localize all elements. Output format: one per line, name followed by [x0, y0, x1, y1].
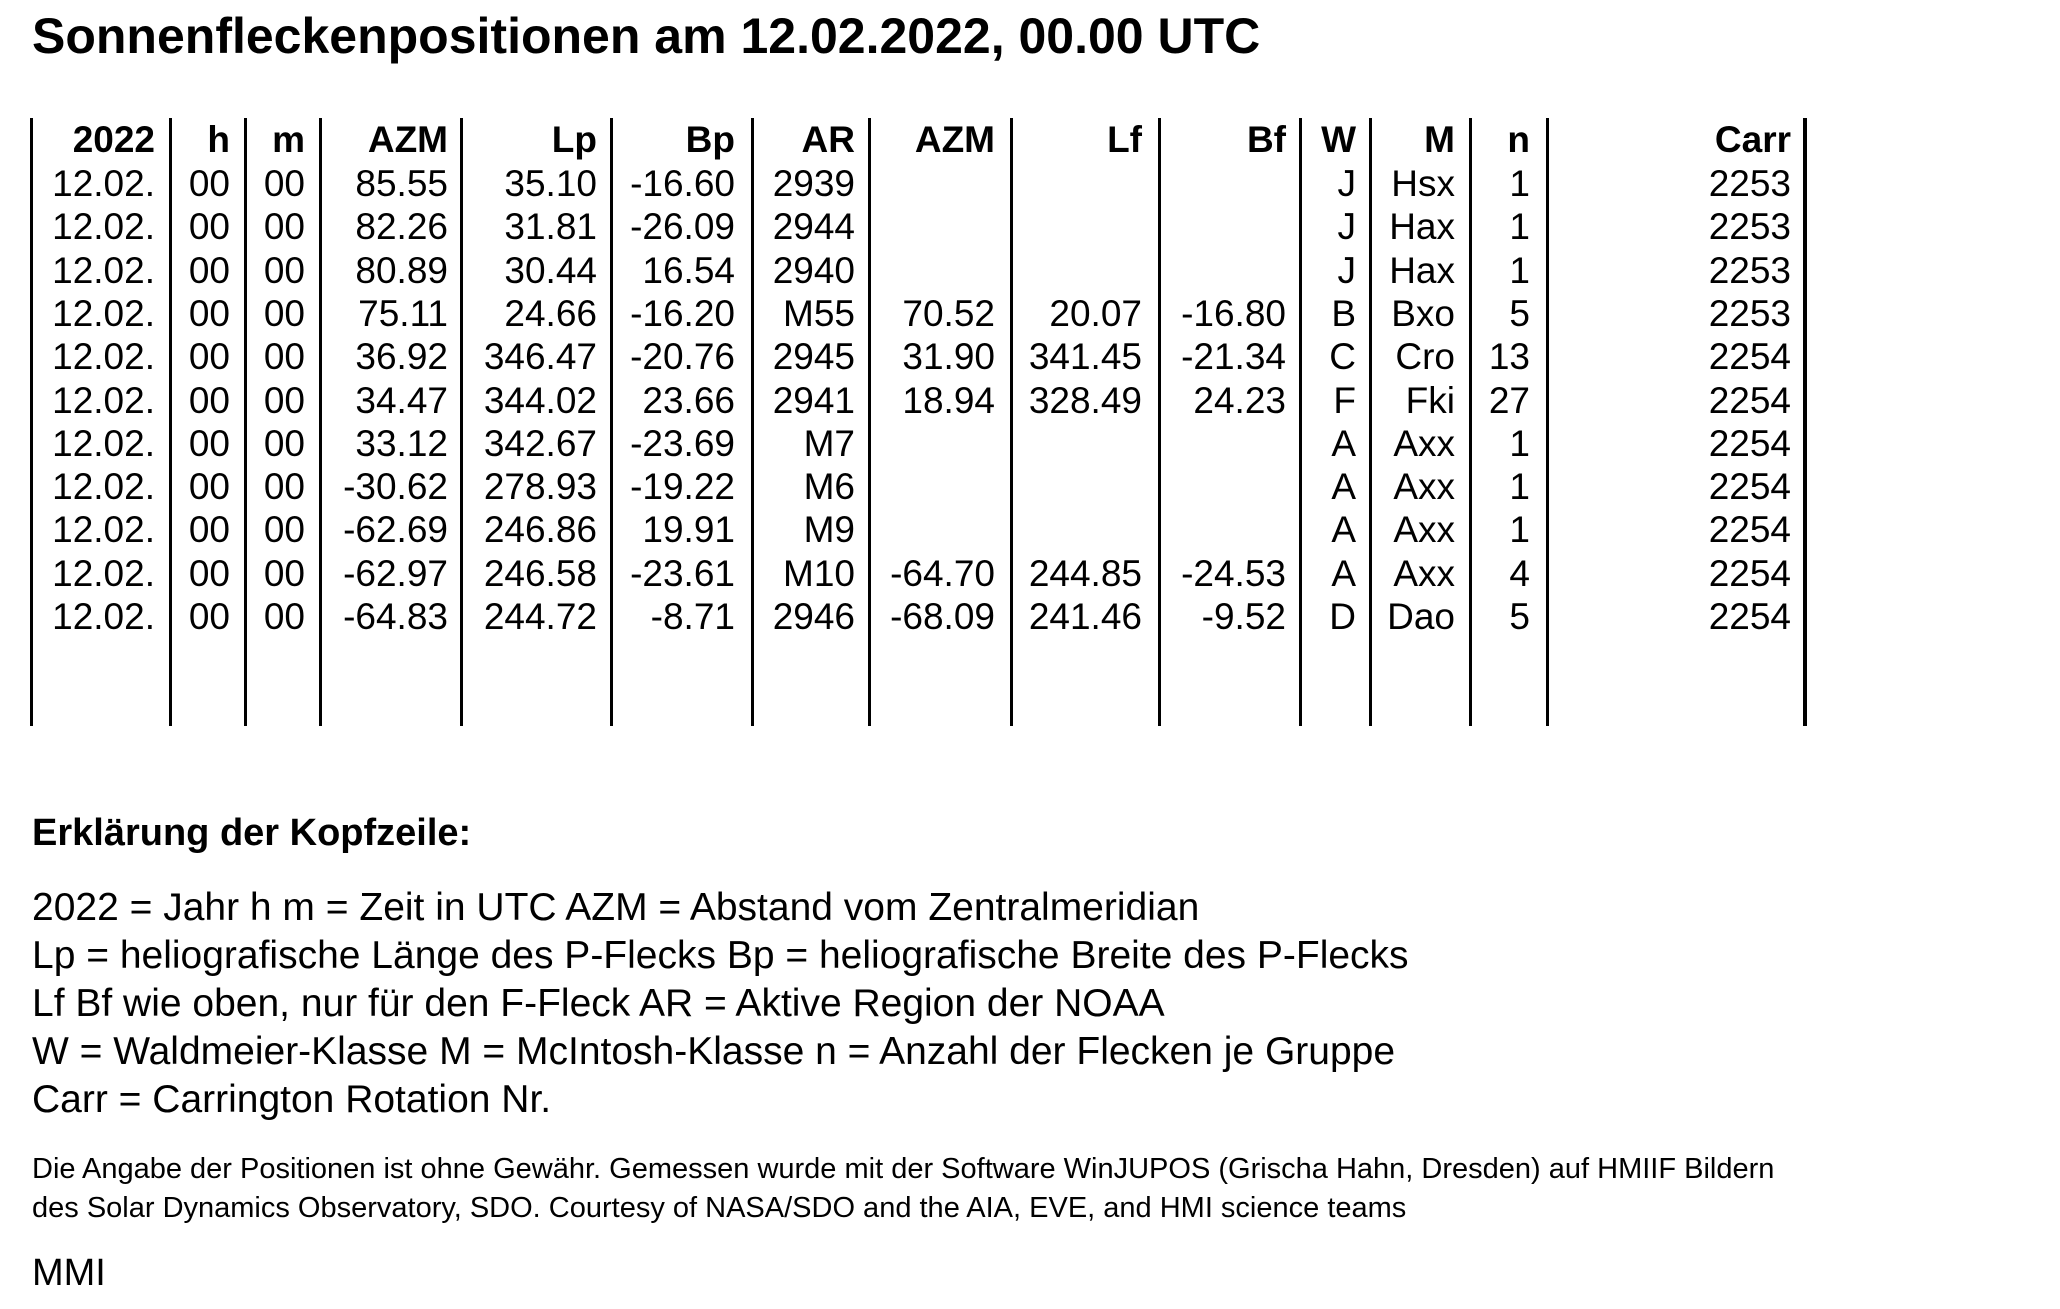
cell-ar: M9: [803, 509, 855, 551]
cell-ar: 2941: [772, 379, 855, 421]
cell-carrington: 2254: [1708, 466, 1791, 508]
cell-waldmeier: J: [1337, 163, 1356, 204]
cell-azm-p: 34.47: [355, 379, 448, 421]
cell-carrington: 2254: [1708, 596, 1791, 637]
cell-waldmeier: A: [1331, 552, 1356, 594]
cell-minute: 00: [263, 336, 305, 378]
cell-waldmeier: J: [1337, 249, 1356, 291]
cell-minute: 00: [263, 379, 305, 421]
cell-mcintosh: Dao: [1387, 596, 1455, 637]
cell-minute: 00: [263, 249, 305, 291]
cell-waldmeier: D: [1329, 596, 1356, 637]
explanation-heading: Erklärung der Kopfzeile:: [32, 812, 472, 854]
cell-mcintosh: Fki: [1405, 379, 1455, 421]
table-row: [30, 465, 1810, 508]
cell-azm-p: -62.69: [343, 509, 448, 551]
cell-azm-p: 36.92: [355, 336, 448, 378]
cell-hour: 00: [188, 379, 230, 421]
cell-hour: 00: [188, 249, 230, 291]
cell-bp: -19.22: [630, 466, 735, 508]
cell-date: 12.02.: [52, 422, 155, 464]
cell-bf: -16.80: [1181, 292, 1286, 334]
cell-date: 12.02.: [52, 336, 155, 378]
cell-lp: 278.93: [483, 466, 597, 508]
cell-ar: M7: [803, 422, 855, 464]
header-lf: Lf: [1107, 119, 1142, 160]
cell-count: 1: [1509, 422, 1530, 464]
cell-lf: 20.07: [1049, 292, 1142, 334]
explanation-line: W = Waldmeier-Klasse M = McIntosh-Klasse n = Anzahl der Flecken je Gruppe: [32, 1030, 1396, 1073]
cell-mcintosh: Hax: [1389, 206, 1455, 248]
cell-ar: 2945: [772, 336, 855, 378]
cell-lf: 244.85: [1028, 552, 1142, 594]
cell-date: 12.02.: [52, 206, 155, 248]
table-row: [30, 335, 1810, 378]
sunspot-table: [30, 118, 1810, 726]
cell-mcintosh: Axx: [1393, 552, 1455, 594]
cell-azm-p: 82.26: [355, 206, 448, 248]
header-mcintosh: M: [1424, 119, 1455, 160]
cell-bp: -8.71: [650, 596, 735, 637]
header-azm-f: AZM: [914, 119, 995, 160]
cell-lf: 328.49: [1028, 379, 1142, 421]
cell-mcintosh: Hsx: [1391, 163, 1455, 204]
cell-lp: 30.44: [504, 249, 597, 291]
header-bp: Bp: [685, 119, 735, 160]
cell-count: 13: [1488, 336, 1530, 378]
cell-mcintosh: Axx: [1393, 422, 1455, 464]
table-row: [30, 162, 1810, 205]
explanation-line: Carr = Carrington Rotation Nr.: [32, 1078, 552, 1121]
cell-bp: -26.09: [630, 206, 735, 248]
cell-mcintosh: Axx: [1393, 466, 1455, 508]
cell-ar: M10: [783, 552, 855, 594]
cell-azm-p: 80.89: [355, 249, 448, 291]
cell-ar: M6: [803, 466, 855, 508]
table-header-row: [30, 118, 1810, 161]
cell-lp: 244.72: [483, 596, 597, 637]
cell-ar: 2944: [772, 206, 855, 248]
cell-minute: 00: [263, 466, 305, 508]
cell-bp: 16.54: [642, 249, 735, 291]
cell-count: 27: [1488, 379, 1530, 421]
cell-date: 12.02.: [52, 552, 155, 594]
cell-hour: 00: [188, 163, 230, 204]
cell-lp: 342.67: [483, 422, 597, 464]
cell-bp: 19.91: [642, 509, 735, 551]
header-minute: m: [272, 119, 305, 160]
cell-carrington: 2254: [1708, 379, 1791, 421]
cell-lp: 246.86: [483, 509, 597, 551]
cell-ar: 2940: [772, 249, 855, 291]
cell-lp: 31.81: [504, 206, 597, 248]
cell-minute: 00: [263, 509, 305, 551]
cell-carrington: 2254: [1708, 552, 1791, 594]
cell-lp: 346.47: [483, 336, 597, 378]
cell-ar: M55: [783, 292, 855, 334]
cell-lp: 35.10: [504, 163, 597, 204]
cell-waldmeier: A: [1331, 466, 1356, 508]
cell-count: 4: [1509, 552, 1530, 594]
disclaimer: [32, 1150, 1774, 1228]
cell-date: 12.02.: [52, 163, 155, 204]
cell-waldmeier: C: [1329, 336, 1356, 378]
table-row: [30, 205, 1810, 248]
cell-minute: 00: [263, 163, 305, 204]
cell-azm-f: 70.52: [902, 292, 995, 334]
cell-azm-p: -64.83: [343, 596, 448, 637]
cell-lf: 241.46: [1028, 596, 1142, 637]
cell-carrington: 2254: [1708, 509, 1791, 551]
cell-lf: 341.45: [1028, 336, 1142, 378]
header-azm-p: AZM: [367, 119, 448, 160]
cell-hour: 00: [188, 596, 230, 637]
cell-count: 1: [1509, 163, 1530, 204]
table-row: [30, 249, 1810, 292]
cell-count: 1: [1509, 249, 1530, 291]
cell-azm-p: 75.11: [358, 292, 448, 334]
explanation-line: 2022 = Jahr h m = Zeit in UTC AZM = Abstand vom Zentralmeridian: [32, 886, 1200, 929]
cell-waldmeier: A: [1331, 509, 1356, 551]
cell-azm-f: 31.90: [902, 336, 995, 378]
cell-lp: 344.02: [483, 379, 597, 421]
cell-mcintosh: Cro: [1395, 336, 1455, 378]
cell-carrington: 2253: [1708, 292, 1791, 334]
cell-waldmeier: J: [1337, 206, 1356, 248]
cell-waldmeier: B: [1331, 292, 1356, 334]
header-waldmeier: W: [1321, 119, 1356, 160]
explanation-line: Lp = heliografische Länge des P-Flecks Bp = heliografische Breite des P-Flecks: [32, 934, 1409, 977]
cell-mcintosh: Bxo: [1391, 292, 1455, 334]
cell-minute: 00: [263, 422, 305, 464]
header-ar: AR: [801, 119, 855, 160]
cell-bp: -23.69: [630, 422, 735, 464]
disclaimer-line: Die Angabe der Positionen ist ohne Gewähr. Gemessen wurde mit der Software WinJUPOS (Grischa Hahn, Dresden) auf HMIIF Bildern: [32, 1153, 1775, 1185]
cell-count: 1: [1509, 466, 1530, 508]
cell-carrington: 2254: [1708, 422, 1791, 464]
cell-waldmeier: F: [1333, 379, 1356, 421]
cell-minute: 00: [263, 206, 305, 248]
cell-hour: 00: [188, 552, 230, 594]
cell-count: 1: [1509, 509, 1530, 551]
cell-ar: 2939: [772, 163, 855, 204]
table-row: [30, 422, 1810, 465]
cell-lp: 246.58: [483, 552, 597, 594]
disclaimer-line: des Solar Dynamics Observatory, SDO. Courtesy of NASA/SDO and the AIA, EVE, and HMI science teams: [32, 1192, 1407, 1224]
author-signature: MMI: [32, 1252, 106, 1294]
cell-bf: -9.52: [1201, 596, 1286, 637]
cell-mcintosh: Hax: [1389, 249, 1455, 291]
cell-carrington: 2253: [1708, 249, 1791, 291]
cell-mcintosh: Axx: [1393, 509, 1455, 551]
header-carrington: Carr: [1714, 119, 1791, 160]
cell-ar: 2946: [772, 596, 855, 637]
cell-carrington: 2254: [1708, 336, 1791, 378]
cell-lp: 24.66: [504, 292, 597, 334]
cell-azm-f: -64.70: [890, 552, 995, 594]
cell-minute: 00: [263, 596, 305, 637]
table-row: [30, 508, 1810, 551]
cell-hour: 00: [188, 292, 230, 334]
cell-date: 12.02.: [52, 249, 155, 291]
cell-bf: -21.34: [1181, 336, 1286, 378]
cell-hour: 00: [188, 206, 230, 248]
cell-bf: -24.53: [1181, 552, 1286, 594]
table-row: [30, 292, 1810, 335]
header-date: 2022: [72, 119, 155, 160]
cell-bp: -16.60: [630, 163, 735, 204]
explanation-lines: [32, 884, 1409, 1124]
table-row: [30, 379, 1810, 422]
cell-azm-p: -62.97: [343, 552, 448, 594]
header-hour: h: [207, 119, 230, 160]
cell-azm-p: 85.55: [355, 163, 448, 204]
cell-carrington: 2253: [1708, 206, 1791, 248]
cell-date: 12.02.: [52, 466, 155, 508]
cell-hour: 00: [188, 336, 230, 378]
cell-bp: -20.76: [630, 336, 735, 378]
cell-date: 12.02.: [52, 292, 155, 334]
cell-bp: 23.66: [642, 379, 735, 421]
cell-hour: 00: [188, 509, 230, 551]
table-row: [30, 595, 1810, 638]
cell-azm-p: 33.12: [355, 422, 448, 464]
cell-hour: 00: [188, 466, 230, 508]
cell-azm-f: 18.94: [902, 379, 995, 421]
cell-count: 5: [1509, 596, 1530, 637]
cell-carrington: 2253: [1708, 163, 1791, 204]
cell-bp: -16.20: [630, 292, 735, 334]
header-lp: Lp: [551, 119, 597, 160]
cell-date: 12.02.: [52, 379, 155, 421]
cell-date: 12.02.: [52, 596, 155, 637]
table-row: [30, 552, 1810, 595]
header-count: n: [1507, 119, 1530, 160]
cell-bp: -23.61: [630, 552, 735, 594]
explanation-line: Lf Bf wie oben, nur für den F-Fleck AR = Aktive Region der NOAA: [32, 982, 1165, 1025]
page-title: Sonnenfleckenpositionen am 12.02.2022, 00.00 UTC: [32, 8, 1261, 64]
cell-azm-p: -30.62: [343, 466, 448, 508]
header-bf: Bf: [1246, 119, 1286, 160]
cell-count: 1: [1509, 206, 1530, 248]
cell-date: 12.02.: [52, 509, 155, 551]
cell-minute: 00: [263, 292, 305, 334]
cell-azm-f: -68.09: [890, 596, 995, 637]
cell-bf: 24.23: [1193, 379, 1286, 421]
cell-waldmeier: A: [1331, 422, 1356, 464]
cell-count: 5: [1509, 292, 1530, 334]
cell-hour: 00: [188, 422, 230, 464]
cell-minute: 00: [263, 552, 305, 594]
